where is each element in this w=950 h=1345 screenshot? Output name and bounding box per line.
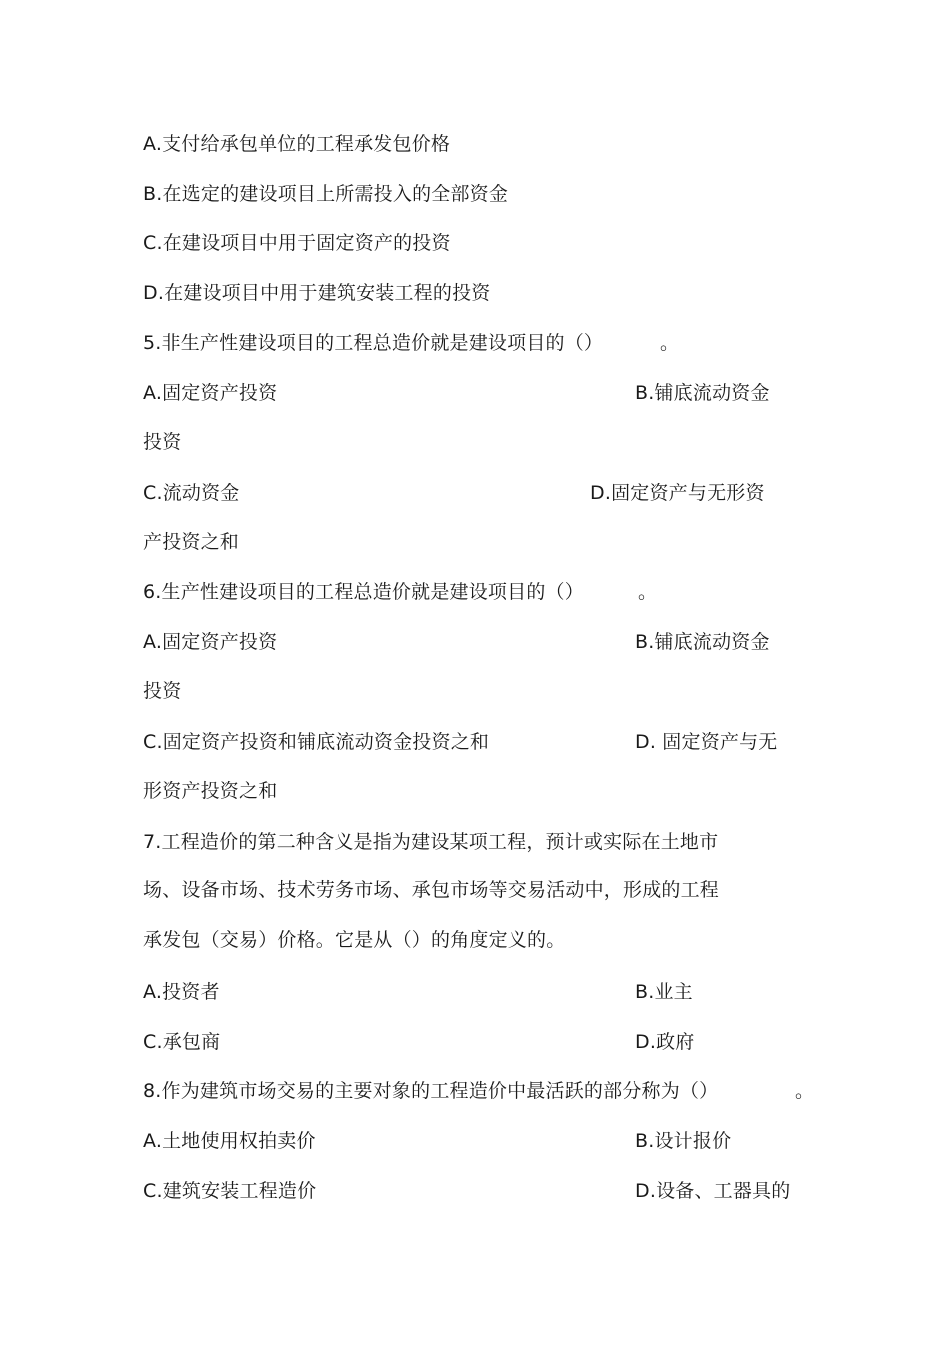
q5-option-c: C.流动资金 [143,482,240,504]
q7-option-d: D.政府 [635,1031,695,1053]
q7-option-b: B.业主 [635,981,693,1003]
q8-option-c: C.建筑安装工程造价 [143,1180,317,1202]
q4-option-a: A.支付给承包单位的工程承发包价格 [143,133,451,155]
q7-stem-line1: 7.工程造价的第二种含义是指为建设某项工程，预计或实际在土地市 [143,831,719,853]
q6-option-d: D. 固定资产与无 [635,731,778,753]
q6-option-d-cont: 形资产投资之和 [143,780,278,802]
q4-option-d: D.在建设项目中用于建筑安装工程的投资 [143,282,491,304]
q8-option-d: D.设备、工器具的 [635,1180,791,1202]
q5-option-b-cont: 投资 [143,431,182,453]
q5-stem-end: 。 [660,332,680,354]
q6-option-c: C.固定资产投资和铺底流动资金投资之和 [143,731,490,753]
q8-stem: 8.作为建筑市场交易的主要对象的工程造价中最活跃的部分称为（） [143,1080,719,1102]
q6-option-b: B.铺底流动资金 [635,631,770,653]
q4-option-c: C.在建设项目中用于固定资产的投资 [143,232,451,254]
q7-option-c: C.承包商 [143,1031,221,1053]
q5-option-a: A.固定资产投资 [143,382,278,404]
q6-option-a: A.固定资产投资 [143,631,278,653]
q7-stem-line2: 场、设备市场、技术劳务市场、承包市场等交易活动中，形成的工程 [143,879,720,901]
q6-option-b-cont: 投资 [143,680,182,702]
q8-option-b: B.设计报价 [635,1130,732,1152]
q7-option-a: A.投资者 [143,981,220,1003]
q5-option-b: B.铺底流动资金 [635,382,770,404]
q5-stem: 5.非生产性建设项目的工程总造价就是建设项目的（） [143,332,604,354]
q4-option-b: B.在选定的建设项目上所需投入的全部资金 [143,183,509,205]
q5-option-d-cont: 产投资之和 [143,531,240,553]
q8-stem-end: 。 [795,1080,815,1102]
q6-stem: 6.生产性建设项目的工程总造价就是建设项目的（） [143,581,584,603]
q7-stem-line3: 承发包（交易）价格。它是从（）的角度定义的。 [143,929,566,951]
q8-option-a: A.土地使用权拍卖价 [143,1130,316,1152]
q6-stem-end: 。 [638,581,658,603]
q5-option-d: D.固定资产与无形资 [590,482,765,504]
